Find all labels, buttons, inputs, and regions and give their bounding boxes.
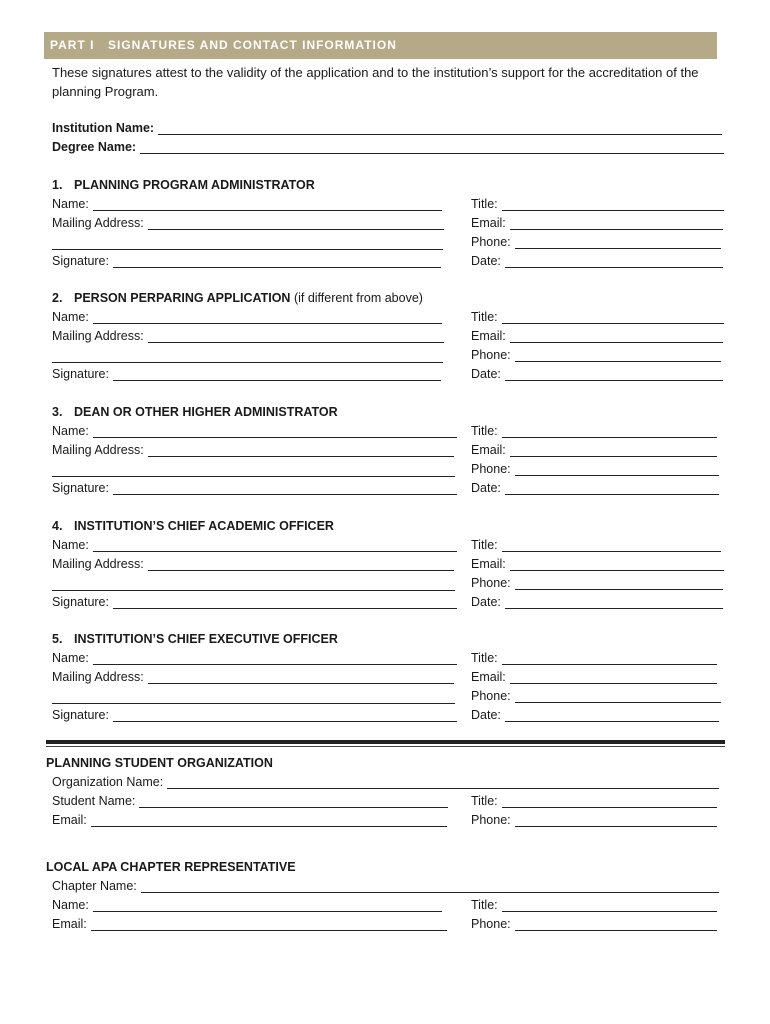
s4-email-field[interactable]: Email:	[471, 555, 724, 574]
institution-name-field[interactable]	[52, 119, 722, 138]
s2-date-field[interactable]: Date:	[471, 365, 723, 384]
part-label: PART I	[50, 38, 95, 52]
s4-name-field[interactable]: Name:	[52, 536, 457, 555]
part-header-band	[44, 32, 717, 59]
part-title: SIGNATURES AND CONTACT INFORMATION	[108, 38, 397, 52]
s2-email-field[interactable]: Email:	[471, 327, 723, 346]
s4-date-field[interactable]: Date:	[471, 593, 723, 612]
s5-mailing-address-field[interactable]: Mailing Address:	[52, 668, 454, 687]
section-2-heading: 2. PERSON PERPARING APPLICATION (if different from above)	[52, 291, 423, 305]
apa-chapter-heading: LOCAL APA CHAPTER REPRESENTATIVE	[46, 860, 296, 874]
s1-mailing-address-field[interactable]: Mailing Address:	[52, 214, 444, 233]
s5-address-line-2[interactable]	[52, 703, 455, 704]
degree-name-field[interactable]	[52, 138, 724, 157]
s2-signature-field[interactable]: Signature:	[52, 365, 441, 384]
s3-address-line-2[interactable]	[52, 476, 455, 477]
s2-address-line-2[interactable]	[52, 362, 443, 363]
organization-name-field[interactable]: Organization Name:	[52, 773, 719, 792]
student-title-field[interactable]: Title:	[471, 792, 717, 811]
degree-name-line[interactable]	[140, 139, 724, 154]
student-name-field[interactable]: Student Name:	[52, 792, 448, 811]
s5-email-field[interactable]: Email:	[471, 668, 717, 687]
student-phone-field[interactable]: Phone:	[471, 811, 717, 830]
section-1-heading: 1. PLANNING PROGRAM ADMINISTRATOR	[52, 178, 315, 192]
s2-title-field[interactable]: Title:	[471, 308, 724, 327]
s4-mailing-address-field[interactable]: Mailing Address:	[52, 555, 454, 574]
degree-name-label: Degree Name:	[52, 140, 137, 154]
s3-email-field[interactable]: Email:	[471, 441, 717, 460]
s1-title-field[interactable]: Title:	[471, 195, 724, 214]
section-3-heading: 3. DEAN OR OTHER HIGHER ADMINISTRATOR	[52, 405, 338, 419]
s5-phone-field[interactable]: Phone:	[471, 687, 721, 706]
s1-date-field[interactable]: Date:	[471, 252, 723, 271]
s3-title-field[interactable]: Title:	[471, 422, 717, 441]
s5-name-field[interactable]: Name:	[52, 649, 457, 668]
intro-text: These signatures attest to the validity of the application and to the institution’s support for the accreditation of the planning Program.	[52, 65, 699, 99]
s3-phone-field[interactable]: Phone:	[471, 460, 719, 479]
s2-phone-field[interactable]: Phone:	[471, 346, 721, 365]
s4-address-line-2[interactable]	[52, 590, 455, 591]
section-5-heading: 5. INSTITUTION’S CHIEF EXECUTIVE OFFICER	[52, 632, 338, 646]
institution-name-label: Institution Name:	[52, 121, 155, 135]
chapter-name-field[interactable]: Chapter Name:	[52, 877, 719, 896]
s3-mailing-address-field[interactable]: Mailing Address:	[52, 441, 454, 460]
s3-date-field[interactable]: Date:	[471, 479, 719, 498]
s2-name-field[interactable]: Name:	[52, 308, 442, 327]
s1-email-field[interactable]: Email:	[471, 214, 723, 233]
student-email-field[interactable]: Email:	[52, 811, 447, 830]
s3-signature-field[interactable]: Signature:	[52, 479, 457, 498]
s5-signature-field[interactable]: Signature:	[52, 706, 457, 725]
s1-signature-field[interactable]: Signature:	[52, 252, 441, 271]
s1-phone-field[interactable]: Phone:	[471, 233, 721, 252]
s2-mailing-address-field[interactable]: Mailing Address:	[52, 327, 444, 346]
section-divider-thick	[46, 740, 725, 744]
apa-title-field[interactable]: Title:	[471, 896, 717, 915]
section-divider-thin	[46, 746, 725, 747]
institution-name-line[interactable]	[158, 120, 722, 135]
s4-signature-field[interactable]: Signature:	[52, 593, 457, 612]
s5-date-field[interactable]: Date:	[471, 706, 719, 725]
s5-title-field[interactable]: Title:	[471, 649, 717, 668]
s1-address-line-2[interactable]	[52, 249, 443, 250]
section-4-heading: 4. INSTITUTION’S CHIEF ACADEMIC OFFICER	[52, 519, 334, 533]
s4-phone-field[interactable]: Phone:	[471, 574, 723, 593]
s4-title-field[interactable]: Title:	[471, 536, 721, 555]
apa-phone-field[interactable]: Phone:	[471, 915, 717, 934]
s3-name-field[interactable]: Name:	[52, 422, 457, 441]
s1-name-field[interactable]: Name:	[52, 195, 442, 214]
apa-name-field[interactable]: Name:	[52, 896, 442, 915]
apa-email-field[interactable]: Email:	[52, 915, 447, 934]
student-org-heading: PLANNING STUDENT ORGANIZATION	[46, 756, 273, 770]
